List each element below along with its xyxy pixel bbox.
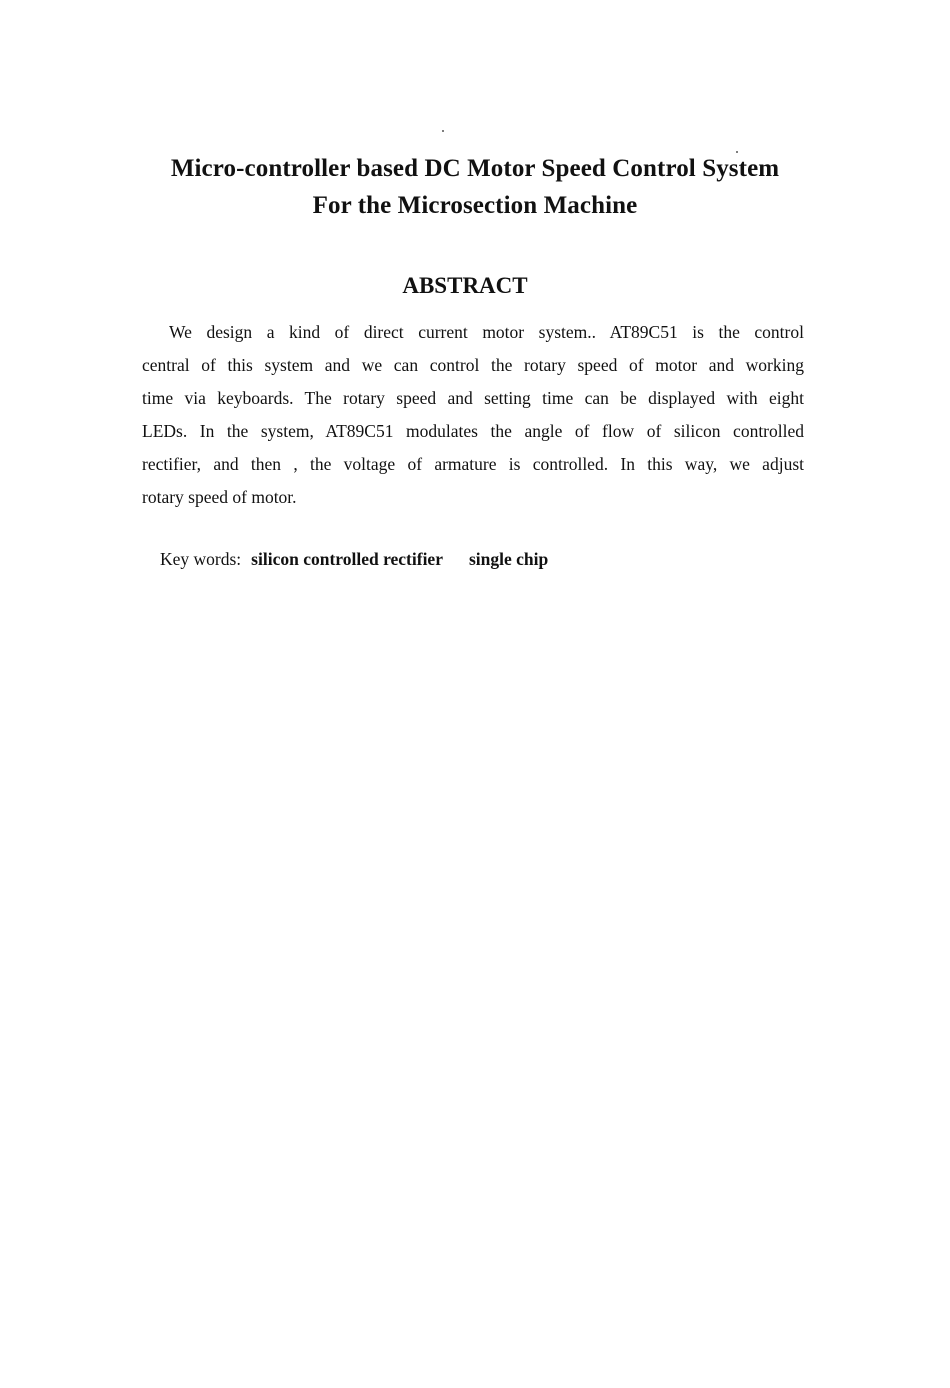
abstract-line: LEDs. In the system, AT89C51 modulates the angle of flow of silicon controlled xyxy=(142,421,804,441)
keyword-item: silicon controlled rectifier xyxy=(251,549,443,569)
abstract-line: rotary speed of motor. xyxy=(142,487,297,507)
scan-speck xyxy=(442,130,444,132)
abstract-heading: ABSTRACT xyxy=(402,273,528,298)
keywords xyxy=(160,544,548,574)
title-line-2: For the Microsection Machine xyxy=(312,192,638,219)
title-line-1: Micro-controller based DC Motor Speed Control System xyxy=(170,155,780,182)
keyword-item: single chip xyxy=(468,549,549,569)
abstract-line: We design a kind of direct current motor system.. AT89C51 is the control xyxy=(169,322,804,342)
abstract-line: time via keyboards. The rotary speed and setting time can be displayed with eight xyxy=(142,388,804,408)
document-title xyxy=(0,150,950,224)
keywords-label: Key words: xyxy=(160,549,242,569)
abstract-line: central of this system and we can control the rotary speed of motor and working xyxy=(142,355,804,375)
abstract-line: rectifier, and then , the voltage of armature is controlled. In this way, we adjust xyxy=(142,454,804,474)
abstract-body xyxy=(142,316,804,514)
